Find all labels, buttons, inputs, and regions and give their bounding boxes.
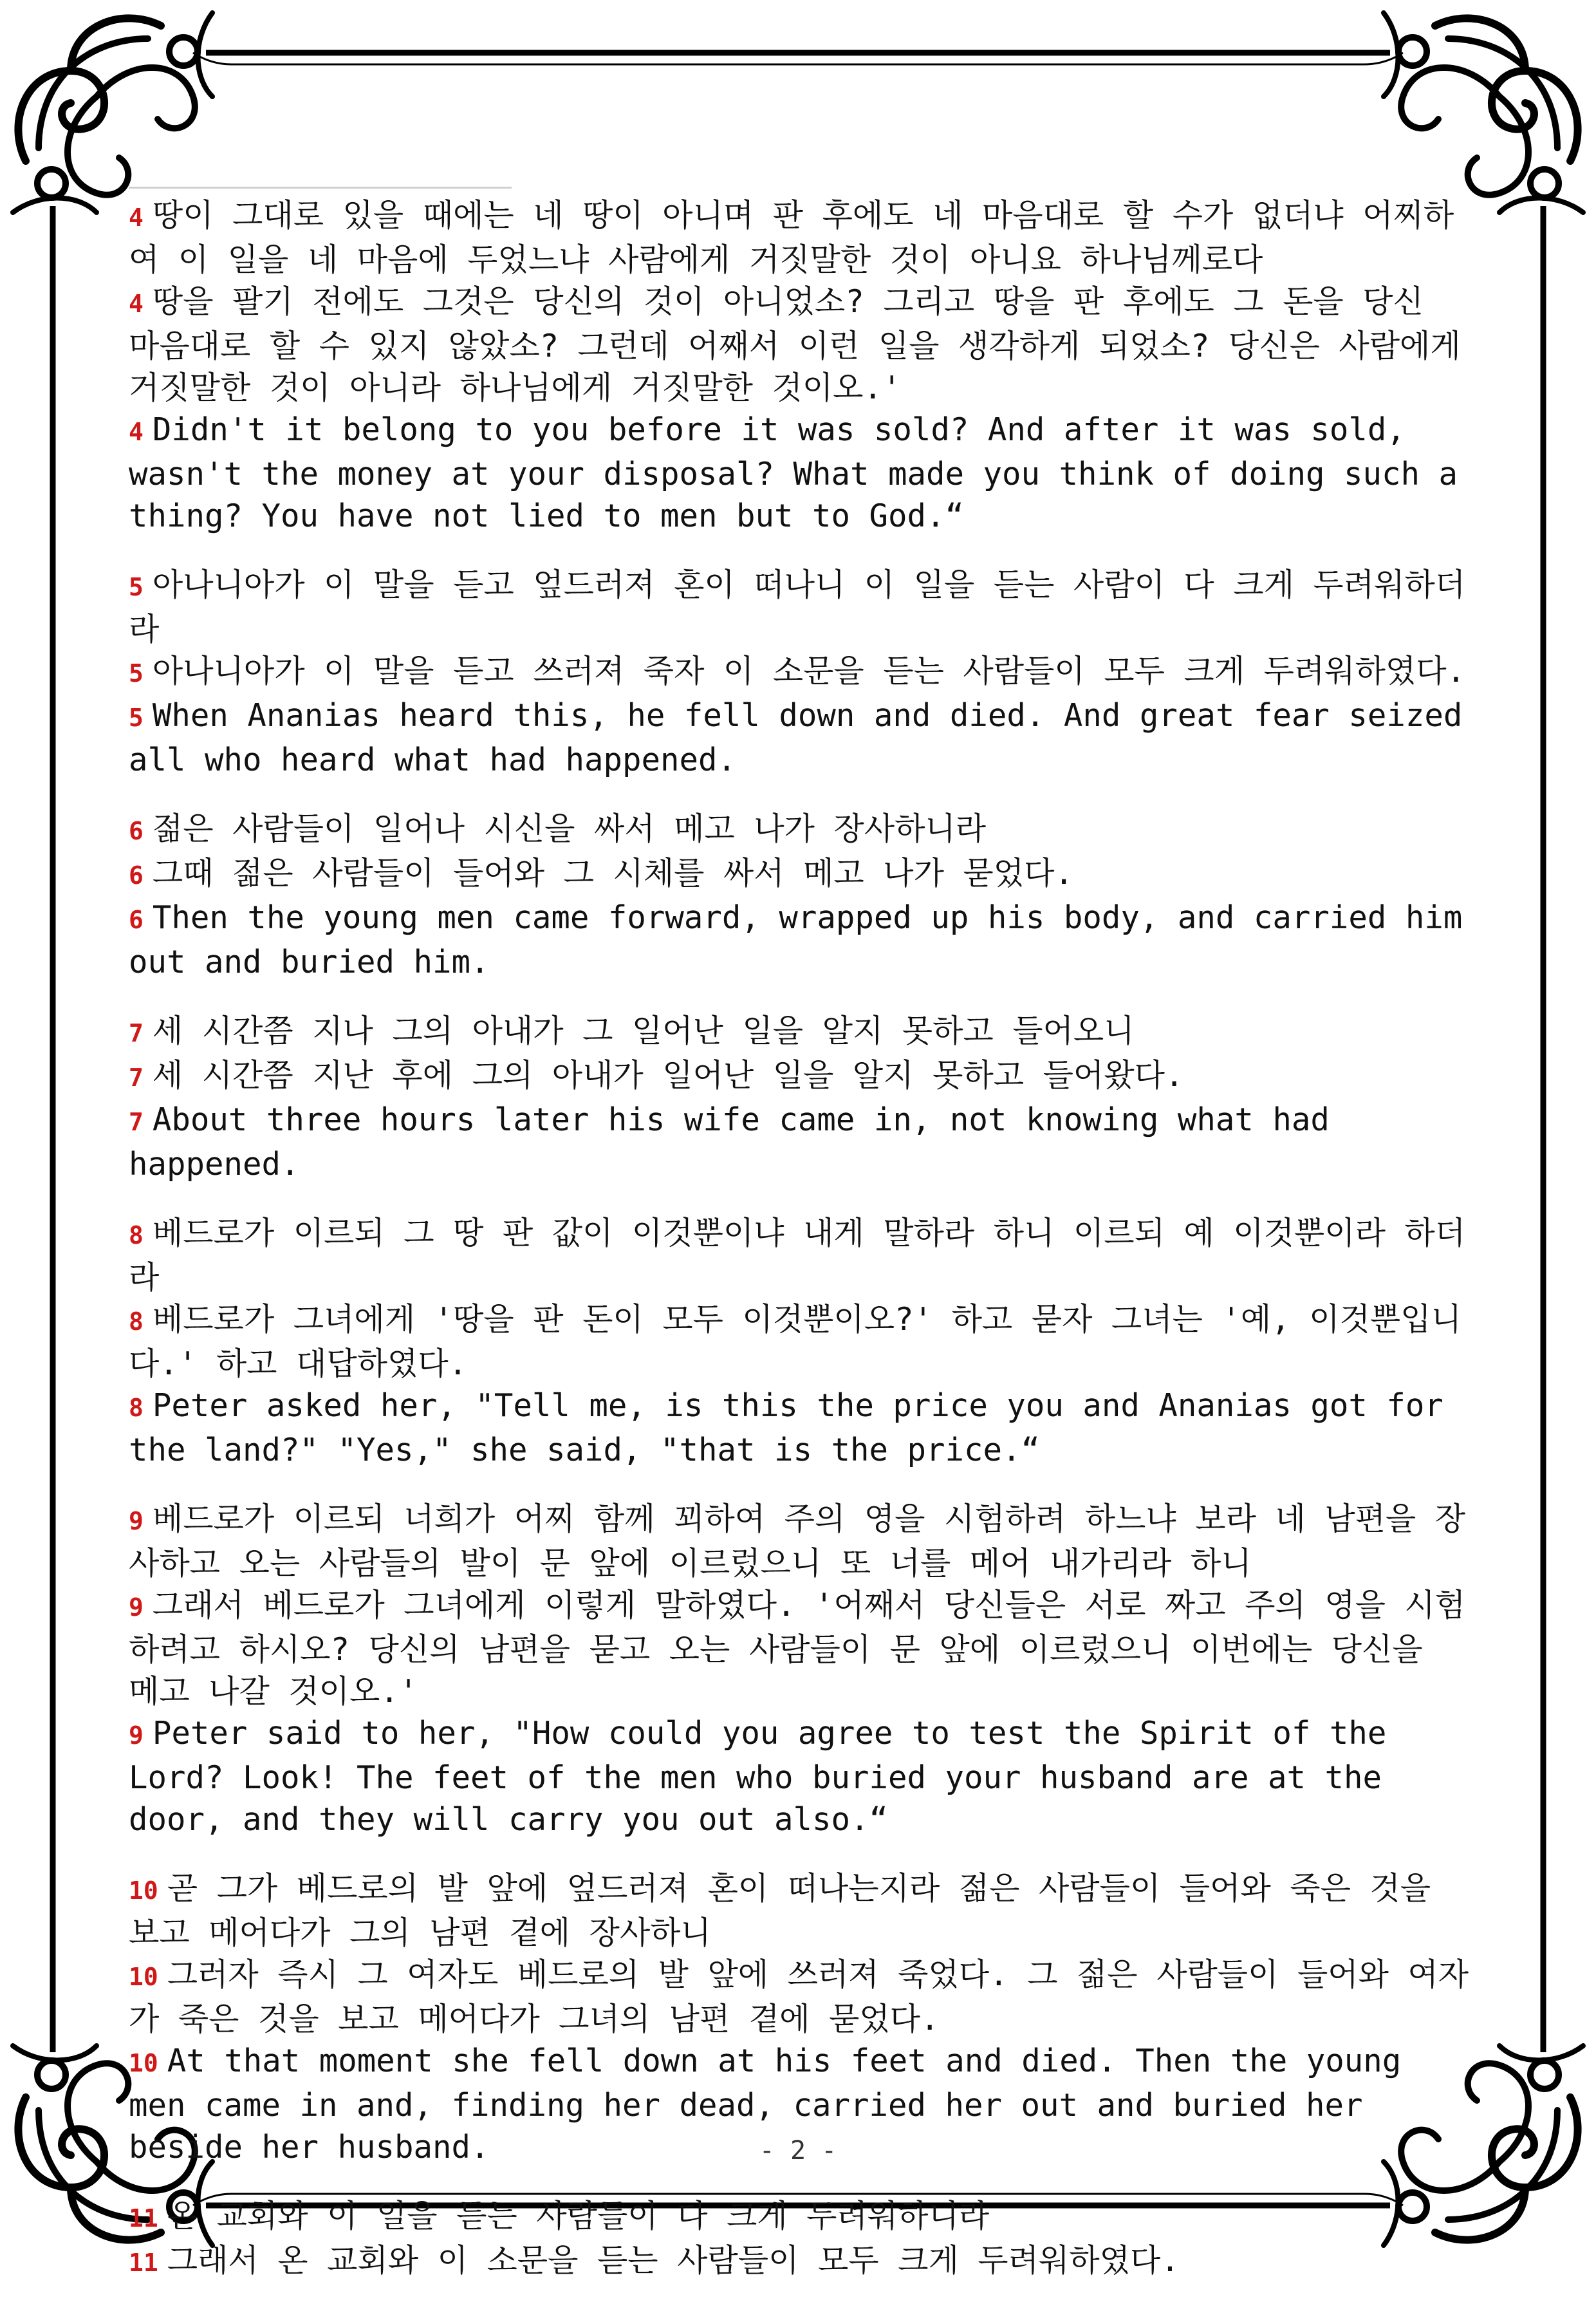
verse-group-7 xyxy=(129,1010,1471,1185)
verse-number: 5 xyxy=(129,704,144,732)
verse-line xyxy=(129,1954,1471,2040)
verse-line xyxy=(129,1385,1471,1471)
verse-line xyxy=(129,1212,1471,1298)
verse-number: 4 xyxy=(129,203,144,232)
verse-group-9 xyxy=(129,1498,1471,1840)
verse-line xyxy=(129,1099,1471,1185)
verse-group-5 xyxy=(129,564,1471,781)
verse-text: 땅을 팔기 전에도 그것은 당신의 것이 아니었소? 그리고 땅을 판 후에도 그 돈을 당신 마음대로 할 수 있지 않았소? 그런데 어째서 이런 일을 생각하게 되었소? 당신은 사람에게 거짓말한 것이 아니라 하나님에게 거짓말한 것이오.' xyxy=(129,283,1461,406)
verse-line xyxy=(129,852,1471,897)
verse-line xyxy=(129,808,1471,852)
verse-number: 6 xyxy=(129,861,144,890)
verse-text: 그래서 온 교회와 이 소문을 듣는 사람들이 모두 크게 두려워하였다. xyxy=(167,2242,1180,2279)
verse-group-8 xyxy=(129,1212,1471,1471)
verse-line xyxy=(129,1298,1471,1385)
verse-line xyxy=(129,1584,1471,1712)
verse-text: 베드로가 그녀에게 '땅을 판 돈이 모두 이것뿐이오?' 하고 묻자 그녀는 '예, 이것뿐입니다.' 하고 대답하였다. xyxy=(129,1301,1461,1382)
verse-text: Peter said to her, "How could you agree to test the Spirit of the Lord? Look! The feet of the men who buried your husband are at the door, and they will carry you out also.“ xyxy=(129,1715,1387,1838)
verse-text: When Ananias heard this, he fell down and died. And great fear seized all who heard what had happened. xyxy=(129,697,1463,778)
verse-line xyxy=(129,1010,1471,1054)
verse-number: 9 xyxy=(129,1507,144,1535)
verse-number: 10 xyxy=(129,1963,158,1991)
verse-number: 10 xyxy=(129,1876,158,1905)
verse-number: 9 xyxy=(129,1721,144,1750)
verse-text: 아나니아가 이 말을 듣고 엎드러져 혼이 떠나니 이 일을 듣는 사람이 다 크게 두려워하더라 xyxy=(129,566,1466,648)
verse-text: About three hours later his wife came in, not knowing what had happened. xyxy=(129,1101,1330,1183)
verse-text: Then the young men came forward, wrapped up his body, and carried him out and buried him. xyxy=(129,899,1463,980)
verse-text: 그러자 즉시 그 여자도 베드로의 발 앞에 쓰러져 죽었다. 그 젊은 사람들이 들어와 여자가 죽은 것을 보고 메어다가 그녀의 남편 곁에 묻었다. xyxy=(129,1956,1469,2037)
verse-number: 6 xyxy=(129,817,144,845)
corner-top-left-flourish-icon xyxy=(13,13,212,212)
verse-text: Peter asked her, "Tell me, is this the price you and Ananias got for the land?" "Yes," she said, "that is the price.“ xyxy=(129,1387,1443,1468)
verse-text: 베드로가 이르되 그 땅 판 값이 이것뿐이냐 내게 말하라 하니 이르되 예 이것뿐이라 하더라 xyxy=(129,1215,1466,1296)
verse-group-6 xyxy=(129,808,1471,983)
verse-text: 온 교회와 이 일을 듣는 사람들이 다 크게 두려워하니라 xyxy=(167,2198,990,2234)
verse-line xyxy=(129,194,1471,281)
verse-number: 10 xyxy=(129,2049,158,2077)
verse-text: 세 시간쯤 지나 그의 아내가 그 일어난 일을 알지 못하고 들어오니 xyxy=(152,1013,1135,1049)
verse-line xyxy=(129,695,1471,781)
verse-line xyxy=(129,1054,1471,1099)
verse-group-10 xyxy=(129,1867,1471,2168)
verse-group-4 xyxy=(129,194,1471,537)
verse-number: 11 xyxy=(129,2249,158,2277)
scripture-text xyxy=(129,194,1471,2311)
verse-text: 베드로가 이르되 너희가 어찌 함께 꾀하여 주의 영을 시험하려 하느냐 보라 네 남편을 장사하고 오는 사람들의 발이 문 앞에 이르렀으니 또 너를 메어 내가리라 하니 xyxy=(129,1501,1466,1582)
page-number: - 2 - xyxy=(759,2136,837,2166)
verse-text: 땅이 그대로 있을 때에는 네 땅이 아니며 판 후에도 네 마음대로 할 수가 없더냐 어찌하여 이 일을 네 마음에 두었느냐 사람에게 거짓말한 것이 아니요 하나님께로다 xyxy=(129,197,1454,278)
verse-text: Didn't it belong to you before it was sold? And after it was sold, wasn't the money at your disposal? What made you think of doing such a thing? You have not lied to men but to God.“ xyxy=(129,411,1458,534)
verse-group-11 xyxy=(129,2195,1471,2284)
verse-line xyxy=(129,1498,1471,1584)
verse-line xyxy=(129,281,1471,409)
verse-number: 8 xyxy=(129,1394,144,1422)
verse-number: 7 xyxy=(129,1063,144,1092)
verse-line xyxy=(129,2240,1471,2284)
verse-number: 11 xyxy=(129,2204,158,2232)
verse-number: 8 xyxy=(129,1221,144,1249)
verse-line xyxy=(129,564,1471,650)
corner-top-right-flourish-icon xyxy=(1384,13,1583,212)
verse-line xyxy=(129,1867,1471,1954)
verse-number: 7 xyxy=(129,1019,144,1047)
verse-text: 세 시간쯤 지난 후에 그의 아내가 일어난 일을 알지 못하고 들어왔다. xyxy=(152,1057,1184,1094)
verse-number: 6 xyxy=(129,906,144,934)
verse-number: 8 xyxy=(129,1307,144,1336)
verse-number: 4 xyxy=(129,290,144,318)
verse-line xyxy=(129,2195,1471,2240)
verse-text: 그래서 베드로가 그녀에게 이렇게 말하였다. '어째서 당신들은 서로 짜고 주의 영을 시험하려고 하시오? 당신의 남편을 묻고 오는 사람들이 문 앞에 이르렀으니 이번에는 당신을 메고 나갈 것이오.' xyxy=(129,1587,1466,1710)
verse-number: 5 xyxy=(129,573,144,601)
verse-text: 아나니아가 이 말을 듣고 쓰러져 죽자 이 소문을 듣는 사람들이 모두 크게 두려워하였다. xyxy=(152,653,1466,689)
verse-number: 4 xyxy=(129,418,144,446)
footnote-rule xyxy=(129,187,512,189)
verse-text: 젊은 사람들이 일어나 시신을 싸서 메고 나가 장사하니라 xyxy=(152,810,987,847)
verse-text: 곧 그가 베드로의 발 앞에 엎드러져 혼이 떠나는지라 젊은 사람들이 들어와 죽은 것을 보고 메어다가 그의 남편 곁에 장사하니 xyxy=(129,1870,1431,1951)
verse-number: 7 xyxy=(129,1108,144,1136)
verse-number: 5 xyxy=(129,659,144,688)
verse-number: 9 xyxy=(129,1593,144,1622)
verse-line xyxy=(129,409,1471,537)
verse-text: 그때 젊은 사람들이 들어와 그 시체를 싸서 메고 나가 묻었다. xyxy=(152,855,1073,892)
verse-line xyxy=(129,650,1471,695)
verse-line xyxy=(129,1712,1471,1840)
verse-line xyxy=(129,897,1471,983)
verse-text: At that moment she fell down at his feet and died. Then the young men came in and, finding her dead, carried her out and buried her beside her husband. xyxy=(129,2043,1402,2166)
